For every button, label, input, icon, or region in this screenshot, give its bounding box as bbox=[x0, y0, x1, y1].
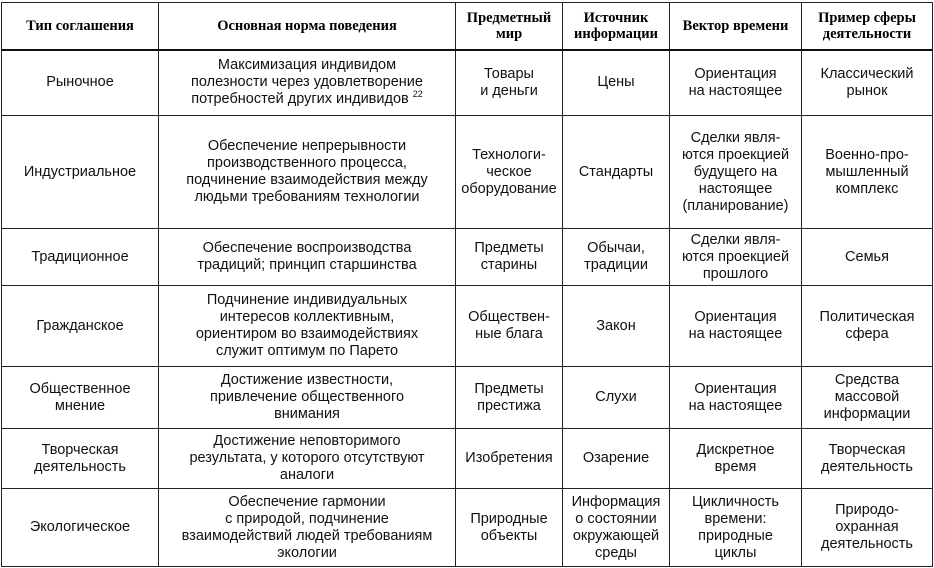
footnote-marker: 22 bbox=[412, 89, 423, 100]
cell-norm bbox=[159, 50, 456, 116]
cell-source: Закон bbox=[563, 286, 670, 367]
cell-source: Стандарты bbox=[563, 116, 670, 229]
cell-world: Обществен- ные блага bbox=[456, 286, 563, 367]
cell-norm: Обеспечение непрерывности производственного процесса, подчинение взаимодействия между людьми требованиям технологии bbox=[159, 116, 456, 229]
cell-type: Традиционное bbox=[2, 229, 159, 286]
cell-example: Классический рынок bbox=[802, 50, 933, 116]
cell-time: Ориентация на настоящее bbox=[670, 367, 802, 429]
cell-example: Природо- охранная деятельность bbox=[802, 489, 933, 567]
cell-type: Общественное мнение bbox=[2, 367, 159, 429]
header-example: Пример сферы деятельности bbox=[802, 3, 933, 50]
header-norm: Основная норма поведения bbox=[159, 3, 456, 50]
table-row bbox=[2, 429, 933, 489]
cell-norm: Достижение неповторимого результата, у которого отсутствуют аналоги bbox=[159, 429, 456, 489]
cell-type: Творческая деятельность bbox=[2, 429, 159, 489]
cell-time: Сделки явля- ются проекцией будущего на настоящее (планирование) bbox=[670, 116, 802, 229]
cell-type: Рыночное bbox=[2, 50, 159, 116]
cell-norm-text: Максимизация индивидом полезности через удовлетворение потребностей других индивидов bbox=[191, 57, 423, 108]
cell-example: Семья bbox=[802, 229, 933, 286]
cell-norm: Подчинение индивидуальных интересов коллективным, ориентиром во взаимодействиях служит оптимум по Парето bbox=[159, 286, 456, 367]
header-source: Источник информации bbox=[563, 3, 670, 50]
cell-time: Дискретное время bbox=[670, 429, 802, 489]
cell-source: Обычаи, традиции bbox=[563, 229, 670, 286]
cell-norm: Достижение известности, привлечение общественного внимания bbox=[159, 367, 456, 429]
header-time: Вектор времени bbox=[670, 3, 802, 50]
cell-type: Гражданское bbox=[2, 286, 159, 367]
cell-example: Политическая сфера bbox=[802, 286, 933, 367]
cell-source: Озарение bbox=[563, 429, 670, 489]
cell-source: Слухи bbox=[563, 367, 670, 429]
cell-world: Природные объекты bbox=[456, 489, 563, 567]
cell-world: Технологи- ческое оборудование bbox=[456, 116, 563, 229]
table-row bbox=[2, 50, 933, 116]
cell-type: Индустриальное bbox=[2, 116, 159, 229]
table-row bbox=[2, 489, 933, 567]
cell-world: Предметы старины bbox=[456, 229, 563, 286]
cell-world: Изобретения bbox=[456, 429, 563, 489]
table-row bbox=[2, 367, 933, 429]
cell-world: Товары и деньги bbox=[456, 50, 563, 116]
table-row bbox=[2, 229, 933, 286]
cell-example: Средства массовой информации bbox=[802, 367, 933, 429]
cell-time: Сделки явля- ются проекцией прошлого bbox=[670, 229, 802, 286]
cell-norm: Обеспечение воспроизводства традиций; принцип старшинства bbox=[159, 229, 456, 286]
header-world: Предметный мир bbox=[456, 3, 563, 50]
cell-world: Предметы престижа bbox=[456, 367, 563, 429]
table-row bbox=[2, 286, 933, 367]
cell-source: Информация о состоянии окружающей среды bbox=[563, 489, 670, 567]
cell-example: Творческая деятельность bbox=[802, 429, 933, 489]
cell-norm: Обеспечение гармонии с природой, подчинение взаимодействий людей требованиям экологии bbox=[159, 489, 456, 567]
cell-type: Экологическое bbox=[2, 489, 159, 567]
cell-time: Ориентация на настоящее bbox=[670, 286, 802, 367]
header-type: Тип соглашения bbox=[2, 3, 159, 50]
table-row bbox=[2, 116, 933, 229]
conventions-table bbox=[1, 2, 933, 567]
cell-source: Цены bbox=[563, 50, 670, 116]
cell-time: Цикличность времени: природные циклы bbox=[670, 489, 802, 567]
cell-example: Военно-про- мышленный комплекс bbox=[802, 116, 933, 229]
header-row bbox=[2, 3, 933, 50]
cell-time: Ориентация на настоящее bbox=[670, 50, 802, 116]
